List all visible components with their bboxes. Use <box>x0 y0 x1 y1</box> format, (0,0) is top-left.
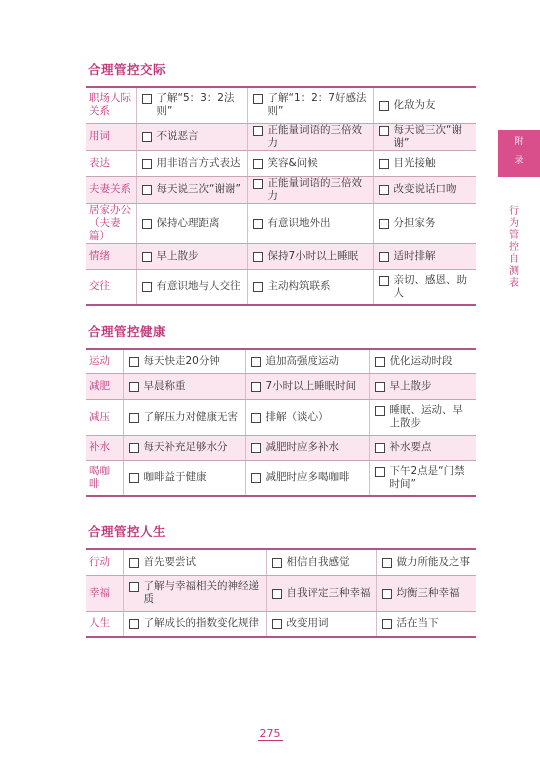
section-social <box>86 60 476 306</box>
item-label: 减肥时应多喝咖啡 <box>265 471 350 484</box>
checkbox[interactable] <box>142 94 152 104</box>
item-label: 活在当下 <box>396 617 439 630</box>
item-label: 化敌为友 <box>393 98 436 111</box>
item-label: 用非语言方式表达 <box>156 156 241 169</box>
row-label: 职场人际关系 <box>86 87 136 123</box>
item-label: 了解压力对健康无害 <box>143 410 238 423</box>
item-label: 早上散步 <box>156 249 199 262</box>
appendix-tab-label-1: 附 <box>514 137 524 147</box>
row-label: 喝咖啡 <box>86 460 123 496</box>
item-label: 首先要尝试 <box>143 555 196 568</box>
row-label: 夫妻关系 <box>86 176 136 203</box>
item-label: 了解“5：3：2法则” <box>156 92 235 118</box>
checkbox[interactable] <box>253 179 263 189</box>
item-label: 下午2点是“门禁时间” <box>389 464 465 490</box>
item-label: 咖啡益于健康 <box>143 471 207 484</box>
item-label: 适时排解 <box>393 249 436 262</box>
item-label: 每天说三次“谢谢” <box>156 183 241 195</box>
item-label: 排解（谈心） <box>265 410 329 423</box>
row-label: 减肥 <box>86 373 123 399</box>
item-label: 分担家务 <box>393 216 436 229</box>
appendix-tab <box>498 130 540 177</box>
row-label: 行动 <box>86 549 123 575</box>
checkbox[interactable] <box>129 558 139 568</box>
checkbox[interactable] <box>129 413 139 423</box>
item-label: 正能量词语的三倍效力 <box>267 123 362 149</box>
checkbox[interactable] <box>379 185 389 195</box>
item-label: 主动构筑联系 <box>267 280 331 293</box>
item-label: 7小时以上睡眠时间 <box>265 379 357 392</box>
checkbox[interactable] <box>251 413 261 423</box>
section-title: 合理管控交际 <box>88 62 167 77</box>
row-label: 减压 <box>86 399 123 435</box>
item-label: 自我评定三种幸福 <box>286 586 371 599</box>
section-title: 合理管控健康 <box>88 324 167 339</box>
section-life <box>86 522 476 638</box>
checklist-table <box>86 348 476 497</box>
item-label: 笑容&问候 <box>267 156 318 169</box>
checkbox[interactable] <box>253 219 263 229</box>
checkbox[interactable] <box>142 132 152 142</box>
row-label: 幸福 <box>86 575 123 611</box>
checkbox[interactable] <box>142 282 152 292</box>
checkbox[interactable] <box>251 443 261 453</box>
checkbox[interactable] <box>129 357 139 367</box>
checkbox[interactable] <box>382 589 392 599</box>
checkbox[interactable] <box>253 252 263 262</box>
row-label: 人生 <box>86 611 123 637</box>
item-label: 早晨称重 <box>143 379 186 392</box>
checkbox[interactable] <box>129 619 139 629</box>
item-label: 均衡三种幸福 <box>396 586 460 599</box>
checkbox[interactable] <box>379 101 389 111</box>
item-label: 目光接触 <box>393 156 436 169</box>
checkbox[interactable] <box>375 357 385 367</box>
item-label: 保持7小时以上睡眠 <box>267 249 359 262</box>
checkbox[interactable] <box>379 276 389 286</box>
checkbox[interactable] <box>375 406 385 416</box>
row-label: 运动 <box>86 349 123 373</box>
checkbox[interactable] <box>129 582 139 592</box>
page-number: 275 <box>259 727 281 740</box>
item-label: 相信自我感觉 <box>286 555 350 568</box>
checkbox[interactable] <box>129 473 139 483</box>
item-label: 每天说三次“谢谢” <box>393 123 462 149</box>
checklist-table <box>86 548 476 638</box>
checkbox[interactable] <box>251 382 261 392</box>
item-label: 改变说话口吻 <box>393 183 457 195</box>
item-label: 不说恶言 <box>156 130 199 142</box>
page-number-wrap <box>0 727 540 740</box>
checkbox[interactable] <box>375 382 385 392</box>
row-label: 表达 <box>86 150 136 176</box>
item-label: 做力所能及之事 <box>396 555 470 568</box>
item-label: 追加高强度运动 <box>265 354 339 367</box>
checkbox[interactable] <box>142 252 152 262</box>
checkbox[interactable] <box>382 619 392 629</box>
checkbox[interactable] <box>251 357 261 367</box>
checkbox[interactable] <box>253 159 263 169</box>
checkbox[interactable] <box>129 382 139 392</box>
row-label: 交往 <box>86 269 136 305</box>
checkbox[interactable] <box>142 159 152 169</box>
item-label: 每天补充足够水分 <box>143 441 228 453</box>
item-label: 了解“1：2：7好感法则” <box>267 92 367 118</box>
checkbox[interactable] <box>142 185 152 195</box>
checkbox[interactable] <box>379 219 389 229</box>
row-label: 用词 <box>86 123 136 150</box>
item-label: 有意识地外出 <box>267 216 331 229</box>
checkbox[interactable] <box>375 467 385 477</box>
item-label: 了解成长的指数变化规律 <box>143 617 259 630</box>
row-label: 居家办公（夫妻篇） <box>86 203 136 243</box>
item-label: 减肥时应多补水 <box>265 441 339 453</box>
checkbox[interactable] <box>272 619 282 629</box>
checklist-table <box>86 86 476 306</box>
checkbox[interactable] <box>251 473 261 483</box>
section-health <box>86 322 476 497</box>
item-label: 有意识地与人交往 <box>156 280 241 293</box>
item-label: 了解与幸福相关的神经递质 <box>143 580 259 605</box>
checkbox[interactable] <box>379 126 389 136</box>
item-label: 正能量词语的三倍效力 <box>267 176 362 202</box>
checkbox[interactable] <box>375 443 385 453</box>
item-label: 保持心理距离 <box>156 216 220 229</box>
row-label: 补水 <box>86 435 123 460</box>
appendix-tab-label-2: 录 <box>514 156 524 166</box>
checkbox[interactable] <box>129 443 139 453</box>
checkbox[interactable] <box>379 252 389 262</box>
item-label: 优化运动时段 <box>389 354 453 367</box>
checkbox[interactable] <box>382 558 392 568</box>
checkbox[interactable] <box>272 558 282 568</box>
checkbox[interactable] <box>253 94 263 104</box>
checkbox[interactable] <box>379 159 389 169</box>
section-title: 合理管控人生 <box>88 524 167 539</box>
item-label: 补水要点 <box>389 441 432 453</box>
chapter-side-title: 行为管控自测表 <box>509 206 519 289</box>
item-label: 改变用词 <box>286 617 329 630</box>
checkbox[interactable] <box>142 219 152 229</box>
item-label: 每天快走20分钟 <box>143 354 220 367</box>
checkbox[interactable] <box>253 282 263 292</box>
row-label: 情绪 <box>86 243 136 269</box>
item-label: 亲切、感恩、助人 <box>393 273 467 299</box>
checkbox[interactable] <box>253 126 263 136</box>
checkbox[interactable] <box>272 589 282 599</box>
item-label: 早上散步 <box>389 379 432 392</box>
item-label: 睡眠、运动、早上散步 <box>389 404 463 429</box>
